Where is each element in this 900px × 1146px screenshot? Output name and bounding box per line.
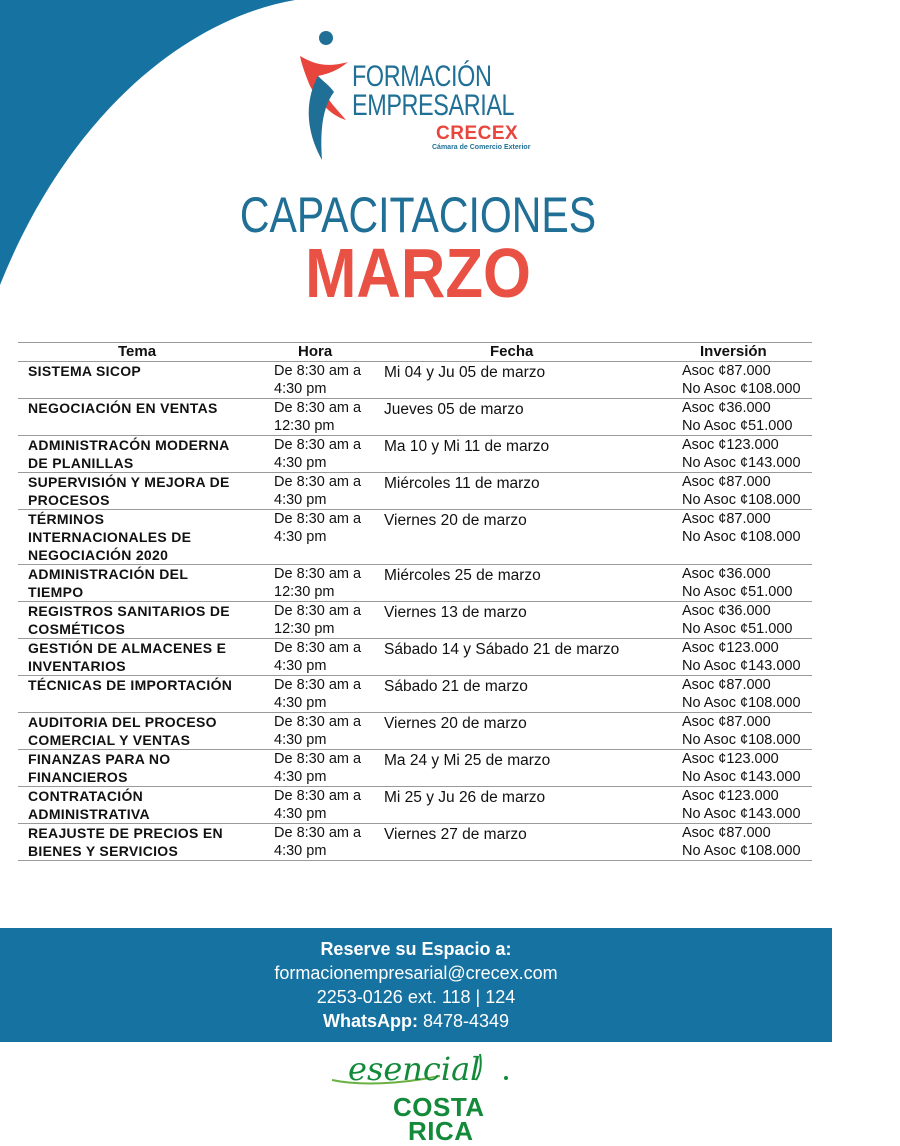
fecha-cell — [378, 436, 668, 472]
fecha-cell — [378, 565, 668, 601]
heading-capacitaciones: CAPACITACIONES — [239, 187, 597, 243]
tema-cell-line: INTERNACIONALES DE — [28, 529, 192, 545]
header-fecha: Fecha — [490, 343, 534, 360]
fecha-cell-line: Mi 25 y Ju 26 de marzo — [384, 789, 546, 806]
hora-cell — [268, 602, 378, 638]
inversion-cell-line: Asoc ¢36.000 — [682, 566, 771, 582]
hora-cell-line: 4:30 pm — [274, 658, 327, 674]
hora-cell-line: De 8:30 am a — [274, 511, 362, 527]
tema-cell-line: SUPERVISIÓN Y MEJORA DE — [28, 474, 230, 490]
fecha-cell — [378, 713, 668, 749]
tema-cell-line: COSMÉTICOS — [28, 621, 126, 637]
tema-cell-line: TÉRMINOS — [28, 511, 105, 527]
hora-cell — [268, 713, 378, 749]
hora-cell-line: De 8:30 am a — [274, 400, 362, 416]
esencial-script-mark — [330, 1046, 520, 1094]
inversion-cell-line: No Asoc ¢51.000 — [682, 621, 793, 637]
hora-cell-line: 4:30 pm — [274, 455, 327, 471]
inversion-cell-line: No Asoc ¢108.000 — [682, 732, 801, 748]
hora-cell-line: De 8:30 am a — [274, 437, 362, 453]
tema-cell-line: ADMINISTRACÓN MODERNA — [28, 437, 230, 453]
inversion-cell — [668, 639, 812, 675]
hora-cell-line: 12:30 pm — [274, 584, 335, 600]
fecha-cell — [378, 473, 668, 509]
hora-cell-line: 4:30 pm — [274, 695, 327, 711]
hora-cell-line: 4:30 pm — [274, 806, 327, 822]
inversion-cell-line: No Asoc ¢51.000 — [682, 418, 793, 434]
reserve-phone: 2253-0126 ext. 118 | 124 — [316, 987, 516, 1007]
esencial-script-text: esencial — [348, 1050, 481, 1088]
hora-cell-line: De 8:30 am a — [274, 714, 362, 730]
hora-cell — [268, 565, 378, 601]
logo-crecex: CRECEX — [436, 123, 519, 144]
inversion-cell — [668, 473, 812, 509]
whatsapp-number: 8478-4349 — [422, 1011, 510, 1031]
inversion-cell-line: No Asoc ¢143.000 — [682, 806, 801, 822]
inversion-cell-line: Asoc ¢87.000 — [682, 474, 771, 490]
hora-cell-line: 4:30 pm — [274, 381, 327, 397]
hora-cell-line: 12:30 pm — [274, 418, 335, 434]
tema-cell — [18, 362, 268, 398]
hora-cell-line: De 8:30 am a — [274, 788, 362, 804]
reserve-whatsapp — [0, 1009, 832, 1033]
tema-cell — [18, 473, 268, 509]
hora-cell-line: De 8:30 am a — [274, 603, 362, 619]
inversion-cell-line: No Asoc ¢108.000 — [682, 492, 801, 508]
fecha-cell-line: Sábado 21 de marzo — [384, 678, 528, 695]
hora-cell-line: 12:30 pm — [274, 621, 335, 637]
fecha-cell-line: Miércoles 25 de marzo — [384, 567, 541, 584]
tema-cell-line: TÉCNICAS DE IMPORTACIÓN — [28, 677, 233, 693]
table-row — [18, 510, 812, 565]
table-row — [18, 676, 812, 713]
tema-cell-line: NEGOCIACIÓN EN VENTAS — [28, 400, 218, 416]
tema-cell — [18, 436, 268, 472]
tema-cell — [18, 824, 268, 860]
inversion-cell-line: Asoc ¢87.000 — [682, 511, 771, 527]
tema-cell-line: NEGOCIACIÓN 2020 — [28, 547, 169, 563]
reserve-band — [0, 928, 832, 1042]
whatsapp-label: WhatsApp: — [322, 1011, 418, 1031]
fecha-cell — [378, 362, 668, 398]
table-row — [18, 473, 812, 510]
tema-cell-line: REGISTROS SANITARIOS DE — [28, 603, 230, 619]
tema-cell-line: GESTIÓN DE ALMACENES E — [28, 640, 227, 656]
tema-cell-line: DE PLANILLAS — [28, 455, 134, 471]
hora-cell-line: De 8:30 am a — [274, 474, 362, 490]
inversion-cell-line: No Asoc ¢108.000 — [682, 843, 801, 859]
inversion-cell — [668, 602, 812, 638]
hora-cell — [268, 824, 378, 860]
logo-line-formacion: FORMACIÓN — [352, 60, 492, 93]
brand-rica: RICA — [408, 1116, 474, 1146]
tema-cell — [18, 639, 268, 675]
fecha-cell — [378, 824, 668, 860]
hora-cell — [268, 399, 378, 435]
tema-cell — [18, 750, 268, 786]
inversion-cell-line: No Asoc ¢143.000 — [682, 455, 801, 471]
inversion-cell — [668, 510, 812, 564]
tema-cell — [18, 713, 268, 749]
person-figure-icon — [296, 28, 356, 163]
tema-cell-line: INVENTARIOS — [28, 658, 126, 674]
hora-cell-line: De 8:30 am a — [274, 751, 362, 767]
hora-cell-line: De 8:30 am a — [274, 640, 362, 656]
fecha-cell-line: Miércoles 11 de marzo — [384, 475, 540, 492]
table-row — [18, 824, 812, 861]
hora-cell-line: De 8:30 am a — [274, 566, 362, 582]
tema-cell-line: REAJUSTE DE PRECIOS EN — [28, 825, 223, 841]
inversion-cell-line: Asoc ¢87.000 — [682, 677, 771, 693]
table-row — [18, 787, 812, 824]
inversion-cell-line: No Asoc ¢108.000 — [682, 695, 801, 711]
hora-cell — [268, 436, 378, 472]
inversion-cell-line: Asoc ¢87.000 — [682, 825, 771, 841]
hora-cell-line: 4:30 pm — [274, 492, 327, 508]
header-inversion: Inversión — [700, 343, 767, 360]
table-row — [18, 639, 812, 676]
inversion-cell — [668, 436, 812, 472]
inversion-cell-line: Asoc ¢123.000 — [682, 437, 779, 453]
inversion-cell-line: Asoc ¢36.000 — [682, 400, 771, 416]
inversion-cell-line: Asoc ¢123.000 — [682, 751, 779, 767]
tema-cell-line: FINANCIEROS — [28, 769, 128, 785]
inversion-cell — [668, 787, 812, 823]
table-row — [18, 399, 812, 436]
table-body — [18, 362, 812, 861]
tema-cell-line: PROCESOS — [28, 492, 110, 508]
tema-cell-line: TIEMPO — [28, 584, 84, 600]
table-row — [18, 602, 812, 639]
hora-cell-line: 4:30 pm — [274, 843, 327, 859]
inversion-cell-line: Asoc ¢87.000 — [682, 363, 771, 379]
inversion-cell-line: No Asoc ¢108.000 — [682, 529, 801, 545]
inversion-cell-line: No Asoc ¢143.000 — [682, 769, 801, 785]
inversion-cell — [668, 750, 812, 786]
logo-tagline: Cámara de Comercio Exterior — [432, 144, 531, 151]
hora-cell-line: De 8:30 am a — [274, 825, 362, 841]
tema-cell — [18, 565, 268, 601]
table-row — [18, 565, 812, 602]
tema-cell-line: SISTEMA SICOP — [28, 363, 142, 379]
schedule-table — [18, 342, 812, 861]
inversion-cell-line: Asoc ¢123.000 — [682, 788, 779, 804]
hora-cell — [268, 750, 378, 786]
fecha-cell-line: Viernes 20 de marzo — [384, 715, 527, 732]
fecha-cell-line: Sábado 14 y Sábado 21 de marzo — [384, 641, 620, 658]
inversion-cell-line: Asoc ¢36.000 — [682, 603, 771, 619]
inversion-cell — [668, 362, 812, 398]
table-row — [18, 713, 812, 750]
heading-marzo: MARZO — [305, 234, 531, 312]
fecha-cell-line: Ma 24 y Mi 25 de marzo — [384, 752, 551, 769]
table-row — [18, 750, 812, 787]
inversion-cell-line: No Asoc ¢108.000 — [682, 381, 801, 397]
tema-cell-line: FINANZAS PARA NO — [28, 751, 171, 767]
fecha-cell-line: Viernes 20 de marzo — [384, 512, 527, 529]
fecha-cell — [378, 510, 668, 564]
fecha-cell — [378, 676, 668, 712]
fecha-cell-line: Viernes 13 de marzo — [384, 604, 527, 621]
header-hora: Hora — [298, 343, 333, 360]
tema-cell-line: ADMINISTRACIÓN DEL — [28, 566, 189, 582]
hora-cell-line: De 8:30 am a — [274, 677, 362, 693]
hora-cell-line: 4:30 pm — [274, 529, 327, 545]
table-header — [18, 342, 812, 362]
brand-costa: COSTA — [393, 1092, 485, 1122]
tema-cell-line: COMERCIAL Y VENTAS — [28, 732, 191, 748]
fecha-cell — [378, 399, 668, 435]
logo-line-empresarial: EMPRESARIAL — [352, 89, 515, 122]
tema-cell — [18, 602, 268, 638]
tema-cell — [18, 787, 268, 823]
inversion-cell-line: Asoc ¢123.000 — [682, 640, 779, 656]
fecha-cell — [378, 787, 668, 823]
formacion-empresarial-logo — [296, 28, 546, 163]
inversion-cell — [668, 399, 812, 435]
hora-cell — [268, 510, 378, 564]
tema-cell — [18, 510, 268, 564]
fecha-cell — [378, 639, 668, 675]
reserve-title: Reserve su Espacio a: — [320, 939, 512, 959]
hora-cell-line: 4:30 pm — [274, 732, 327, 748]
inversion-cell — [668, 824, 812, 860]
hora-cell — [268, 473, 378, 509]
fecha-cell-line: Viernes 27 de marzo — [384, 826, 527, 843]
esencial-costa-rica-logo — [326, 1046, 526, 1146]
inversion-cell-line: No Asoc ¢143.000 — [682, 658, 801, 674]
hora-cell — [268, 362, 378, 398]
fecha-cell — [378, 602, 668, 638]
hora-cell — [268, 787, 378, 823]
hora-cell-line: De 8:30 am a — [274, 363, 362, 379]
table-row — [18, 362, 812, 399]
fecha-cell-line: Jueves 05 de marzo — [384, 401, 524, 418]
tema-cell-line: ADMINISTRATIVA — [28, 806, 150, 822]
header-tema: Tema — [118, 343, 157, 360]
tema-cell-line: CONTRATACIÓN — [28, 788, 144, 804]
tema-cell-line: BIENES Y SERVICIOS — [28, 843, 179, 859]
tema-cell — [18, 399, 268, 435]
table-row — [18, 436, 812, 473]
tema-cell — [18, 676, 268, 712]
inversion-cell — [668, 676, 812, 712]
inversion-cell-line: No Asoc ¢51.000 — [682, 584, 793, 600]
inversion-cell — [668, 565, 812, 601]
fecha-cell — [378, 750, 668, 786]
fecha-cell-line: Ma 10 y Mi 11 de marzo — [384, 438, 550, 455]
inversion-cell — [668, 713, 812, 749]
fecha-cell-line: Mi 04 y Ju 05 de marzo — [384, 364, 546, 381]
inversion-cell-line: Asoc ¢87.000 — [682, 714, 771, 730]
hora-cell — [268, 639, 378, 675]
tema-cell-line: AUDITORIA DEL PROCESO — [28, 714, 217, 730]
reserve-email[interactable]: formacionempresarial@crecex.com — [274, 963, 558, 983]
hora-cell — [268, 676, 378, 712]
hora-cell-line: 4:30 pm — [274, 769, 327, 785]
